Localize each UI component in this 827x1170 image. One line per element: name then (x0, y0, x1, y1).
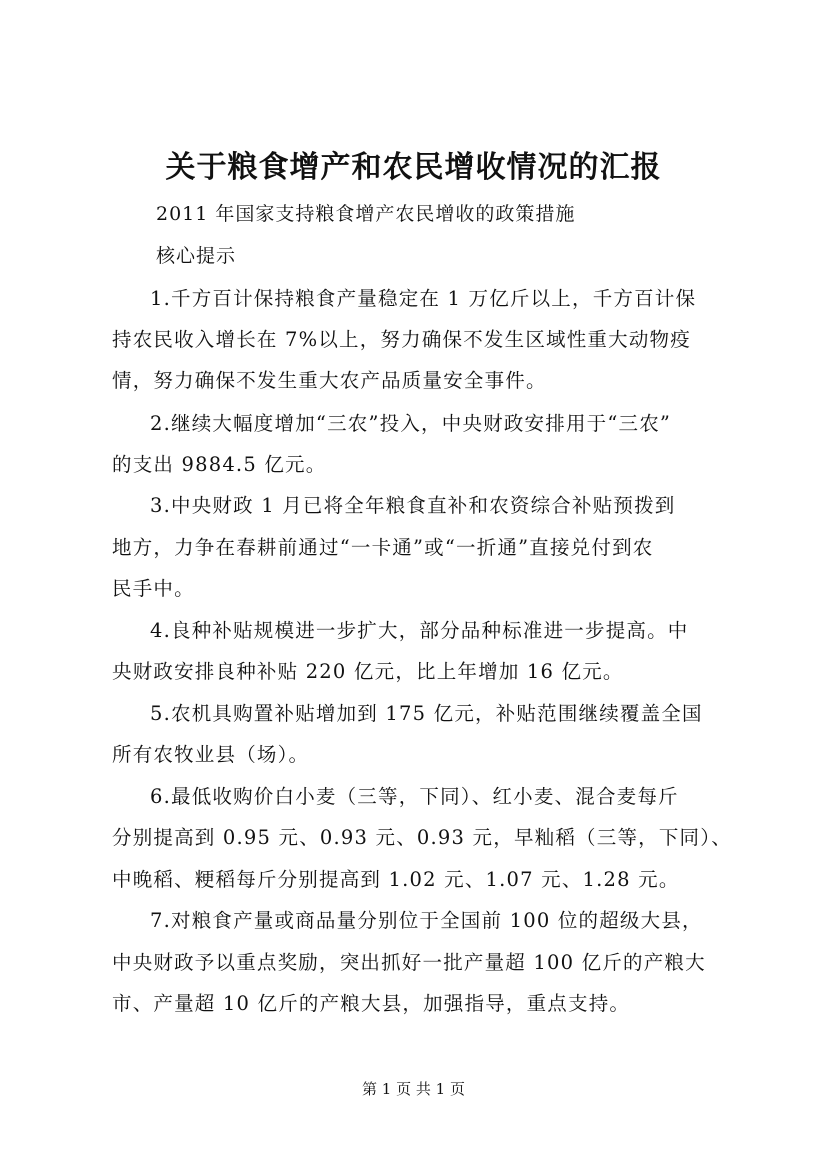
paragraph-2-line-1: 2.继续大幅度增加“三农”投入，中央财政安排用于“三农” (150, 412, 672, 435)
paragraph-3-line-1: 3.中央财政 1 月已将全年粮食直补和农资综合补贴预拨到 (150, 494, 676, 517)
paragraph-1-line-1: 1.千方百计保持粮食产量稳定在 1 万亿斤以上，千方百计保 (150, 287, 697, 310)
paragraph-3-line-3: 民手中。 (112, 577, 195, 600)
paragraph-2-line-2: 的支出 9884.5 亿元。 (112, 453, 327, 476)
paragraph-1-line-3: 情，努力确保不发生重大农产品质量安全事件。 (112, 369, 547, 392)
paragraph-1-line-2: 持农民收入增长在 7%以上，努力确保不发生区域性重大动物疫 (112, 328, 691, 351)
paragraph-6-line-2: 分别提高到 0.95 元、0.93 元、0.93 元，早籼稻（三等，下同）、 (112, 826, 732, 849)
paragraph-7-line-3: 市、产量超 10 亿斤的产粮大县，加强指导，重点支持。 (112, 992, 631, 1015)
document-title: 关于粮食增产和农民增收情况的汇报 (165, 150, 662, 185)
document-subtitle: 2011 年国家支持粮食增产农民增收的政策措施 (156, 203, 576, 225)
page-footer: 第 1 页 共 1 页 (362, 1080, 465, 1098)
paragraph-6-line-1: 6.最低收购价白小麦（三等，下同）、红小麦、混合麦每斤 (150, 785, 679, 808)
paragraph-7-line-2: 中央财政予以重点奖励，突出抓好一批产量超 100 亿斤的产粮大 (112, 951, 706, 974)
paragraph-7-line-1: 7.对粮食产量或商品量分别位于全国前 100 位的超级大县， (150, 909, 703, 932)
paragraph-5-line-2: 所有农牧业县（场）。 (112, 743, 310, 766)
paragraph-5-line-1: 5.农机具购置补贴增加到 175 亿元，补贴范围继续覆盖全国 (150, 702, 703, 725)
paragraph-4-line-2: 央财政安排良种补贴 220 亿元，比上年增加 16 亿元。 (112, 660, 624, 683)
paragraph-6-line-3: 中晚稻、粳稻每斤分别提高到 1.02 元、1.07 元、1.28 元。 (112, 868, 680, 891)
section-heading: 核心提示 (156, 245, 237, 267)
paragraph-4-line-1: 4.良种补贴规模进一步扩大，部分品种标准进一步提高。中 (150, 619, 689, 642)
paragraph-3-line-2: 地方，力争在春耕前通过“一卡通”或“一折通”直接兑付到农 (112, 536, 654, 559)
